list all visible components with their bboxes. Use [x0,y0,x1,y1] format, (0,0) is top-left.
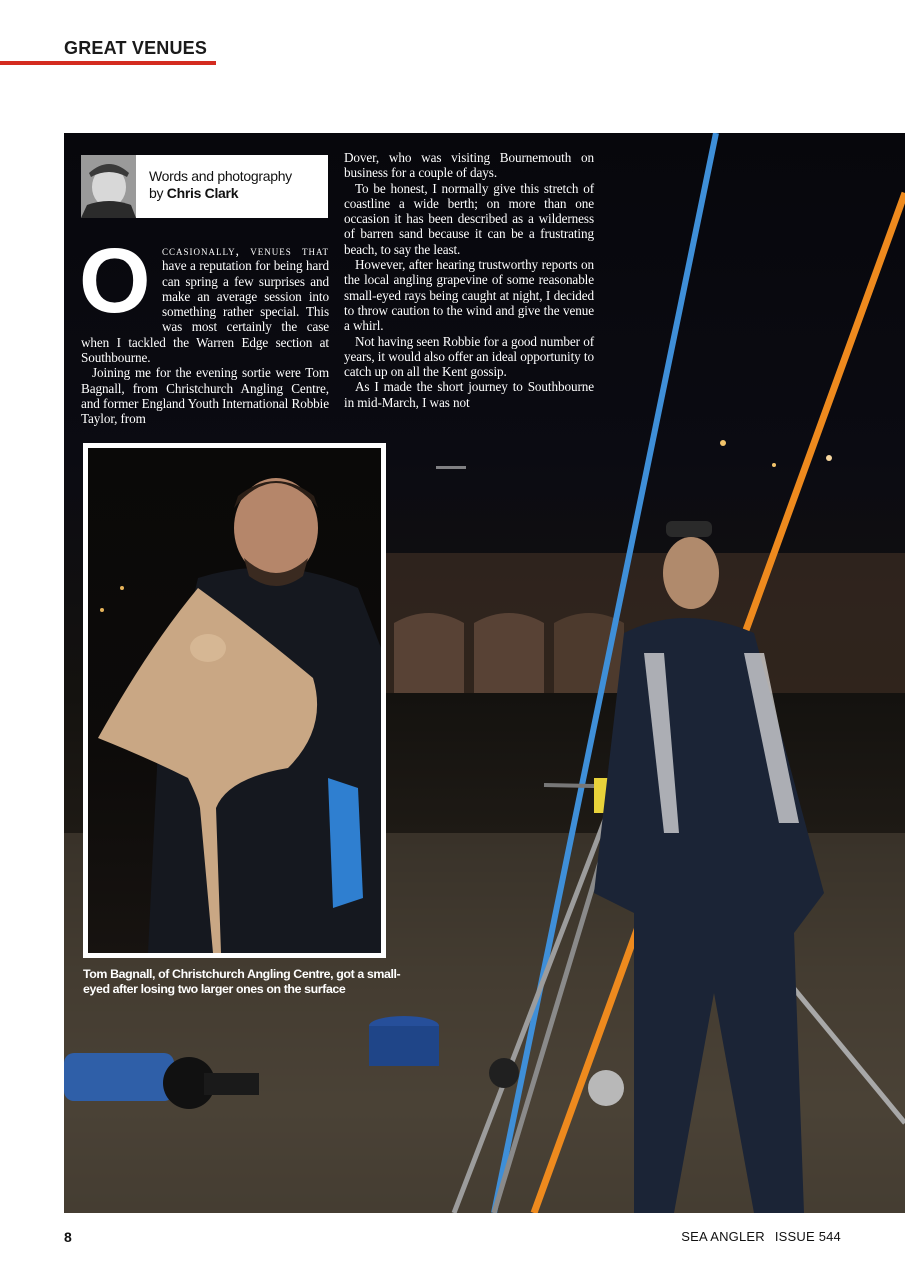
lead-smallcaps: ccasionally, venues that [162,243,329,258]
paragraph-text: have a reputation for being hard can spring a few surprises and make an average session into something rather special. This was most certainly the case when I tackled the Warren Edge section at Southbourne. [81,258,329,366]
fishing-reel [588,1070,624,1106]
jacket-panel [328,778,363,908]
article-paragraph: As I made the short journey to Southbourne in mid-March, I was not [344,379,594,410]
article-paragraph [79,230,329,366]
article-paragraph: However, after hearing trustworthy reports on the local angling grapevine of some reasonable small-eyed rays being caught at night, I decided to throw caution to the wind and give the venue a whirl. [344,257,594,334]
bait-bucket [369,1026,439,1066]
byline-prefix: by [149,185,164,201]
byline-line1: Words and photography [149,168,292,184]
byline [149,168,292,202]
article-column-2 [344,150,594,410]
photo-caption: Tom Bagnall, of Christchurch Angling Centre, got a small-eyed after losing two larger ones on the surface [83,967,401,996]
street-light [772,463,776,467]
issue-number: ISSUE 544 [774,1229,841,1244]
inset-photo-illustration [88,448,381,953]
street-light [720,440,726,446]
author-box [81,155,328,218]
angler-head [663,537,719,609]
inset-photo [88,448,381,953]
inset-photo-frame [83,443,386,958]
arch [394,613,464,693]
article-paragraph: Joining me for the evening sortie were Tom Bagnall, from Christchurch Angling Centre, and former England Youth International Robbie Taylor, from [81,365,329,427]
arch [474,613,544,693]
article-column-1 [79,230,329,427]
magazine-name: SEA ANGLER [681,1229,765,1244]
magazine-footer [681,1229,841,1244]
page-number: 8 [64,1229,72,1245]
author-name: Chris Clark [166,185,239,201]
street-light [826,455,832,461]
drop-cap: O [79,230,151,332]
distant-light [436,466,466,469]
author-portrait [81,155,136,218]
rod-tube [204,1073,259,1095]
article-paragraph: To be honest, I normally give this stretch of coastline a wide berth; on more than one occasion it has been described as a wilderness of barren sand because it can be a frustrating beach, to say the least. [344,180,594,257]
author-portrait-illustration [81,155,136,218]
article-paragraph: Not having seen Robbie for a good number of years, it would also offer an ideal opportunity to catch up on all the Kent gossip. [344,333,594,380]
fishing-reel [489,1058,519,1088]
head-torch [666,521,712,537]
section-rule [0,61,216,65]
tackle-bag [64,1053,174,1101]
article-paragraph: Dover, who was visiting Bournemouth on business for a couple of days. [344,150,594,181]
section-title: GREAT VENUES [64,38,208,58]
